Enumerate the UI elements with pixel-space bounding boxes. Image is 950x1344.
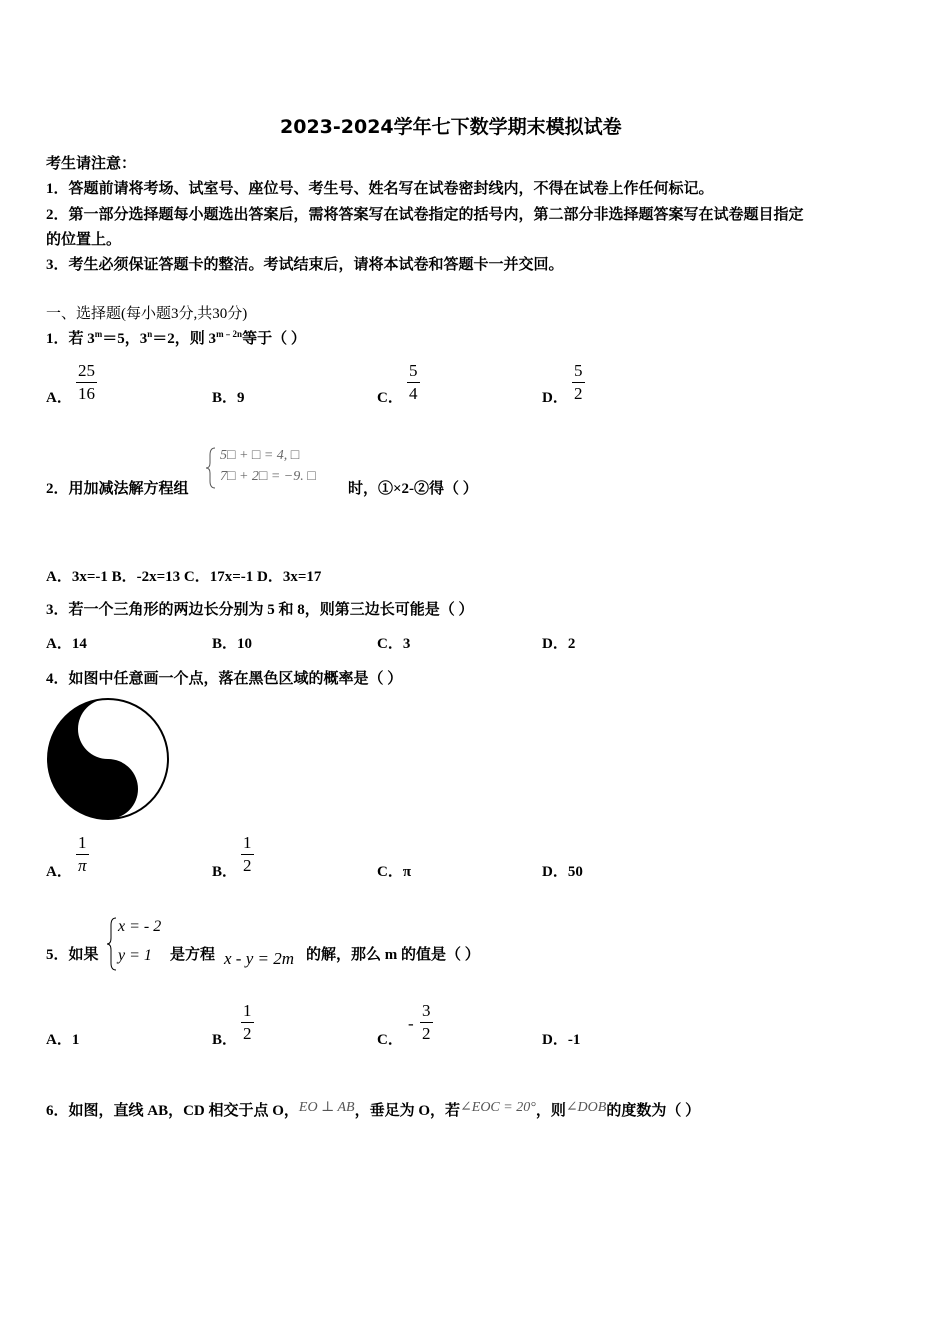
fraction: $\frac{1}{\pi}$ [78,833,87,875]
yin-yang-figure [46,697,170,821]
fraction: $\frac{5}{4}$ [409,361,418,403]
equation-2: 7□ + 2□ = −9. □ [220,469,316,484]
fraction: $\frac{1}{2}$ [243,1001,252,1043]
option-c: C． [377,390,403,406]
section-heading: 一、选择题(每小题3分,共30分) [46,306,248,322]
question-2-options: A．3x=-1 B．-2x=13 C．17x=-1 D．3x=17 [46,569,322,585]
option-c: C．3 [377,636,411,652]
notice-heading: 考生请注意： [46,156,137,172]
notice-item: 3．考生必须保证答题卡的整洁。考试结束后，请将本试卷和答题卡一并交回。 [46,257,564,273]
option-b: B． [212,1032,238,1048]
angle-dob-expression: ∠DOB [565,1100,607,1115]
question-5-tail: 的解，那么 m 的值是（ ） [306,947,480,963]
question-5-mid: 是方程 [170,947,216,963]
option-a: A． [46,390,72,406]
minus-sign: - [408,1014,414,1033]
question-2-tail: 时，①×2-②得（ ） [348,481,478,497]
solution-y: y = 1 [118,947,152,964]
angle-eoc-expression: ∠EOC = 20° [460,1100,536,1115]
option-c: C． [377,1032,403,1048]
question-2-stem: 2．用加减法解方程组 [46,481,189,497]
perpendicular-expression: EO ⊥ AB [298,1100,355,1115]
solution-x: x = - 2 [118,918,162,935]
notice-item: 的位置上。 [46,232,122,248]
notice-item: 2．第一部分选择题每小题选出答案后，需将答案写在试卷指定的括号内，第二部分非选择题答案写在试卷题目指定 [46,207,804,223]
brace-icon [106,916,118,972]
page-title: 2023-2024学年七下数学期末模拟试卷 [280,116,622,138]
fraction: $\frac{3}{2}$ [422,1001,431,1043]
notice-item: 1．答题前请将考场、试室号、座位号、考生号、姓名写在试卷密封线内，不得在试卷上作任何标记。 [46,181,714,197]
equation-1: 5□ + □ = 4, □ [220,448,300,463]
option-c: C．π [377,864,412,880]
question-5-stem: 5．如果 [46,947,99,963]
fraction: $\frac{1}{2}$ [243,833,252,875]
question-3-stem: 3．若一个三角形的两边长分别为 5 和 8，则第三边长可能是（ ） [46,602,474,618]
fraction: $\frac{25}{16}$ [78,361,95,403]
option-d: D．2 [542,636,576,652]
equation-system-image [204,445,334,491]
brace-icon [204,445,218,491]
option-d: D．-1 [542,1032,581,1048]
option-b: B．9 [212,390,245,406]
option-a: A．1 [46,1032,80,1048]
option-d: D．50 [542,864,583,880]
option-b: B． [212,864,238,880]
option-a: A．14 [46,636,87,652]
option-a: A． [46,864,72,880]
question-1-stem: 1．若 $3^m=5$，$3^n=2$，则 $3^{m﹣2n}$等于（ ） [46,329,306,347]
option-b: B．10 [212,636,253,652]
option-d: D． [542,390,568,406]
fraction: $\frac{5}{2}$ [574,361,583,403]
equation: x - y = 2m [224,949,295,968]
question-4-stem: 4．如图中任意画一个点，落在黑色区域的概率是（ ） [46,671,403,687]
question-6-stem: 6．如图，直线 AB，CD 相交于点 O，EO ⊥ AB，垂足为 O，若∠EOC = 20°，则∠DOB的度数为（ ） [46,1100,701,1119]
